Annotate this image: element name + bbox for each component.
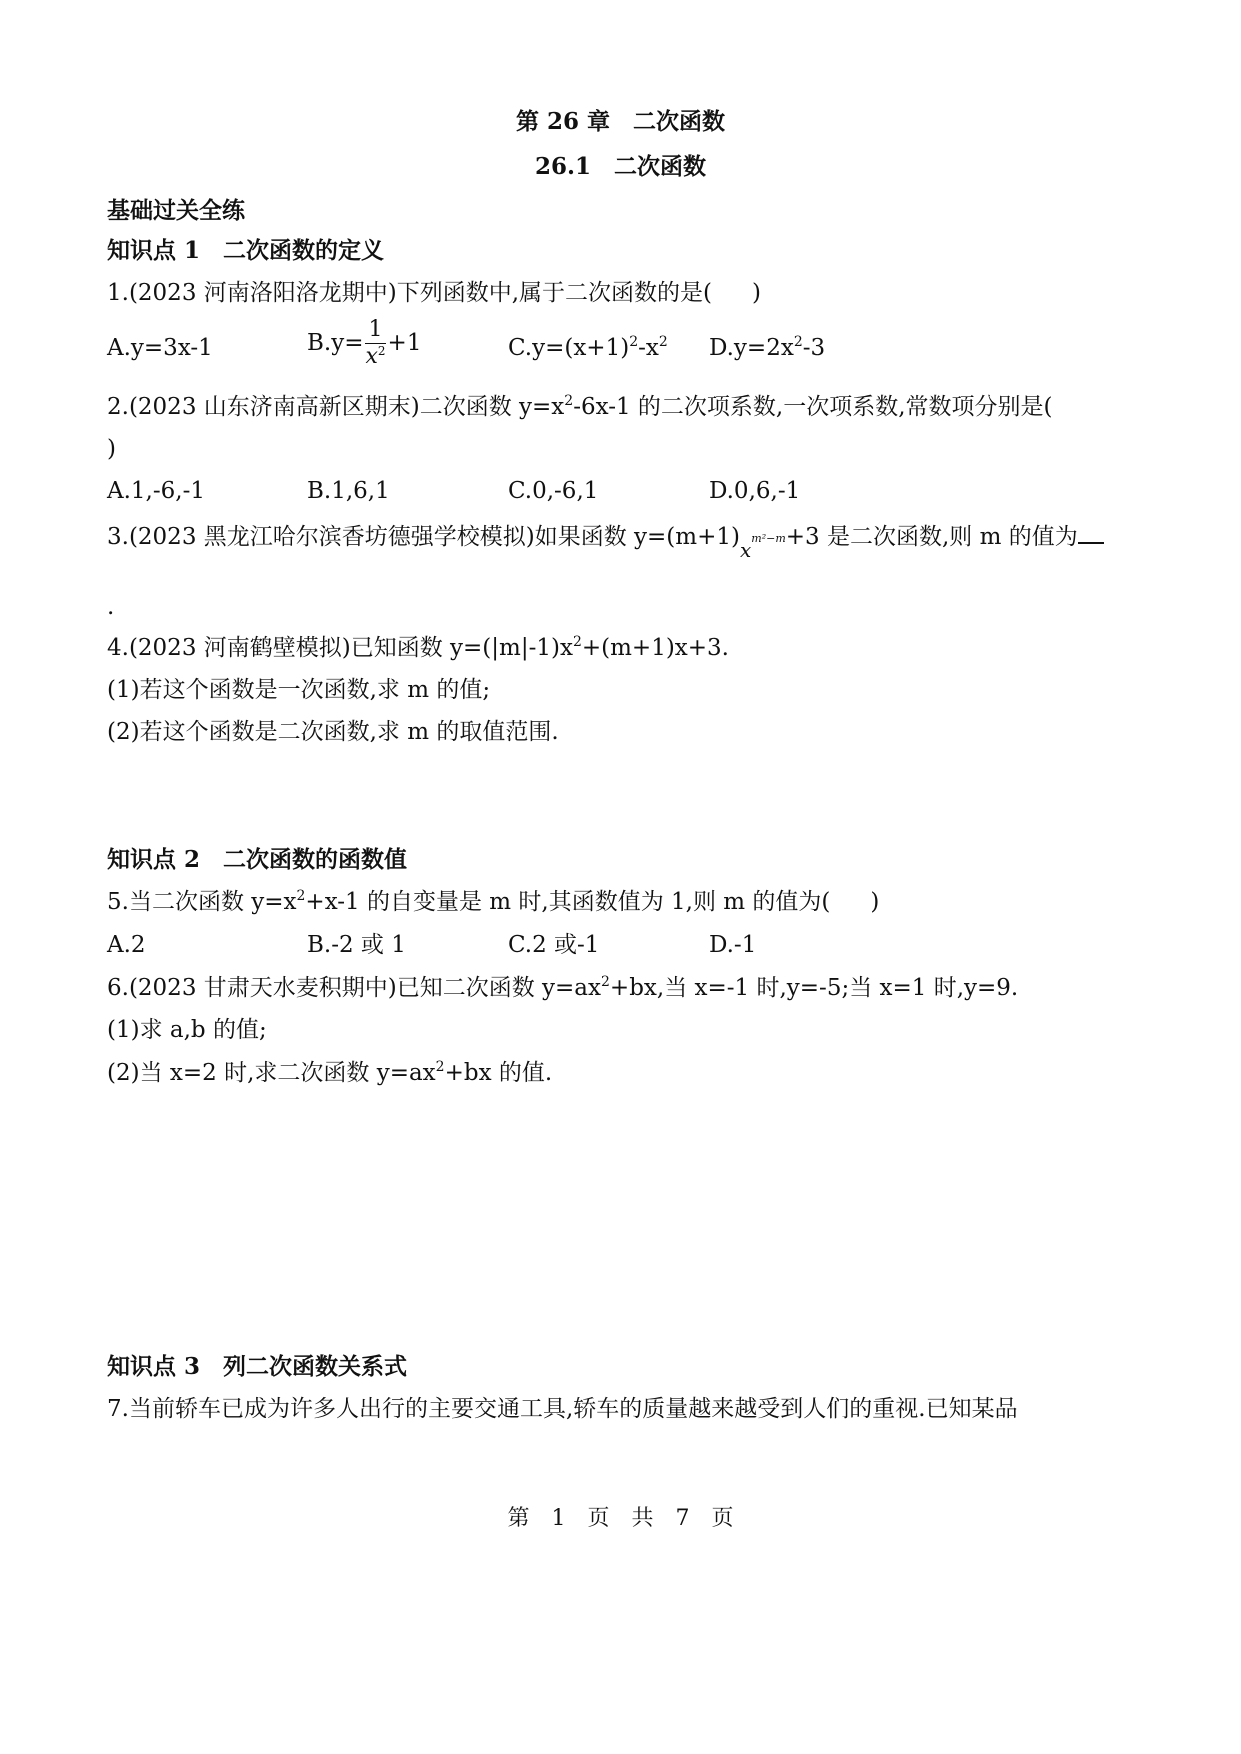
question-5-option-a: A.2 (107, 932, 146, 958)
fraction (365, 319, 385, 368)
power-base: x (739, 538, 752, 562)
knowledge-point-1-heading: 知识点 1 二次函数的定义 (107, 237, 385, 264)
question-3-stem: 3.(2023 黑龙江哈尔滨香坊德强学校模拟)如果函数 y=(m+1)xm²−m+3 是二次函数,则 m 的值为 (107, 523, 1104, 549)
question-4-part-2: (2)若这个函数是二次函数,求 m 的取值范围. (107, 719, 559, 745)
question-2-option-a: A.1,-6,-1 (107, 478, 205, 504)
power-exponent: m²−m (751, 532, 786, 545)
knowledge-point-2-heading: 知识点 2 二次函数的函数值 (107, 846, 408, 873)
knowledge-point-3-heading: 知识点 3 列二次函数关系式 (107, 1353, 408, 1380)
option-b-suffix: +1 (387, 330, 422, 356)
question-1-option-d: $D.y=2x^2-3$ (709, 334, 826, 361)
question-2-close-paren: ) (107, 436, 116, 462)
question-5-stem: 5.当二次函数 $y=x^2+x-1$ 的自变量是 m 时,其函数值为 1,则 m 的值为( ) (107, 888, 880, 915)
question-4-stem: 4.(2023 河南鹤壁模拟)已知函数 $y=(|m|-1)x^2+(m+1)x+3$. (107, 634, 729, 661)
question-2-stem: 2.(2023 山东济南高新区期末)二次函数 $y=x^2-6x-1$ 的二次项系数,一次项系数,常数项分别是( (107, 393, 1053, 420)
option-b-prefix: B.y= (307, 330, 364, 356)
question-6-part-1: (1)求 a,b 的值; (107, 1017, 267, 1043)
question-2-option-d: D.0,6,-1 (709, 478, 801, 504)
question-5-option-c: C.2 或-1 (508, 932, 600, 958)
question-5-option-d: D.-1 (709, 932, 757, 958)
fraction-denominator: $x^2$ (365, 344, 386, 369)
question-1-stem (107, 282, 761, 305)
fraction-numerator: 1 (365, 319, 385, 344)
question-4-part-1: (1)若这个函数是一次函数,求 m 的值; (107, 677, 491, 703)
section-title: 26.1 二次函数 (534, 153, 707, 180)
question-1-stem-text: 1.(2023 河南洛阳洛龙期中)下列函数中,属于二次函数的是( (107, 280, 713, 306)
question-6-stem: 6.(2023 甘肃天水麦积期中)已知二次函数 $y=ax^2+bx$,当 x=-1 时,y=-5;当 x=1 时,y=9. (107, 974, 1019, 1001)
answer-blank[interactable] (1078, 524, 1104, 544)
question-1-option-a: A.y=3x-1 (107, 335, 213, 361)
page-footer: 第 1 页 共 7 页 (507, 1506, 734, 1531)
question-5-option-b: B.-2 或 1 (307, 932, 406, 958)
practice-heading: 基础过关全练 (107, 197, 245, 224)
question-2-option-b: B.1,6,1 (307, 478, 390, 504)
question-1-close-paren: ) (752, 280, 762, 306)
question-6-part-2: (2)当 x=2 时,求二次函数 $y=ax^2+bx$ 的值. (107, 1059, 553, 1086)
question-3-period: . (107, 594, 115, 620)
question-7-stem: 7.当前轿车已成为许多人出行的主要交通工具,轿车的质量越来越受到人们的重视.已知某品 (107, 1396, 1018, 1422)
chapter-title: 第 26 章 二次函数 (515, 108, 726, 135)
question-2-option-c: C.0,-6,1 (508, 478, 599, 504)
question-1-option-b (307, 319, 421, 368)
question-1-option-c: $C.y=(x+1)^2-x^2$ (508, 334, 668, 361)
